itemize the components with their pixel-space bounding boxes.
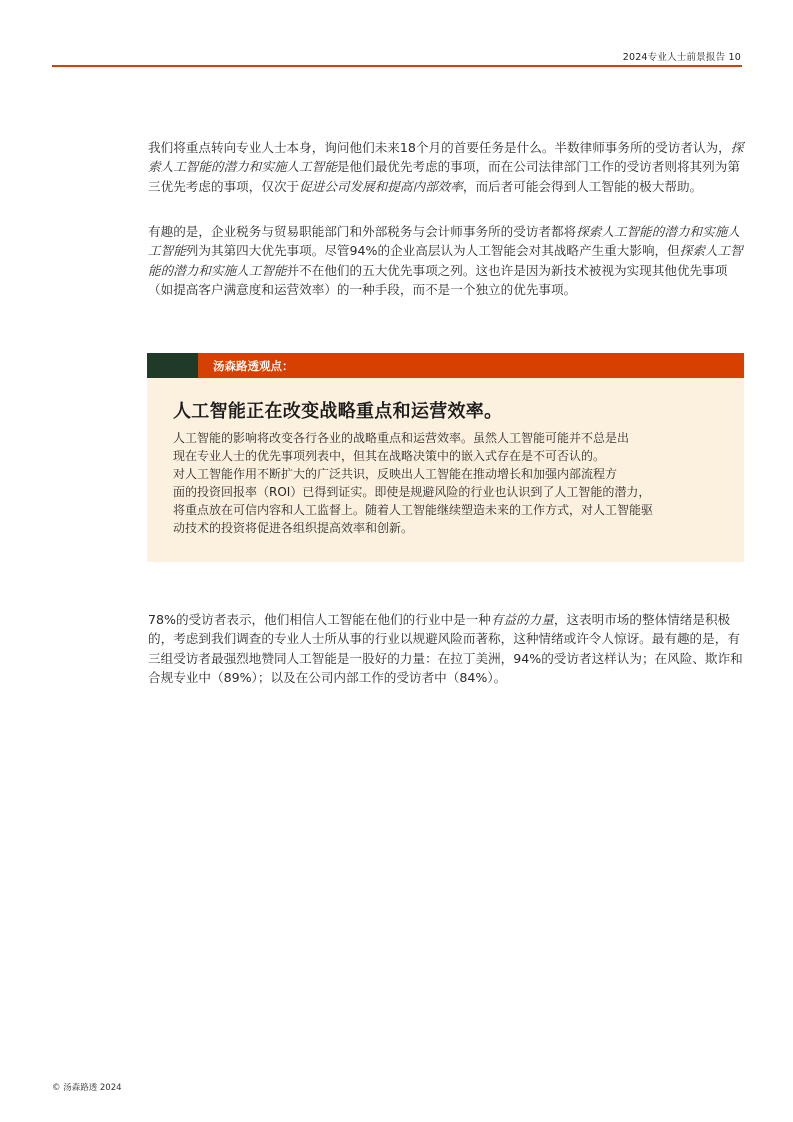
p2-emphasis-1: 探索人工智能的潜力和实施人工智能: [148, 224, 740, 259]
header-divider: [52, 65, 742, 67]
callout-body: [173, 429, 718, 537]
callout-heading: 人工智能正在改变战略重点和运营效率。: [173, 401, 503, 422]
p1-text-2: 是他们最优先考虑的事项，而在公司法律部门工作的受访者则将其列为第三优先考虑的事项，仅次于: [148, 159, 740, 194]
body-paragraph-3: [148, 610, 744, 688]
p1-text-1: 我们将重点转向专业人士本身，询问他们未来18个月的首要任务是什么。半数律师事务所的受访者认为，: [148, 140, 731, 155]
footer-copyright: © 汤森路透 2024: [52, 1083, 122, 1093]
p2-text-3: 并不在他们的五大优先事项之列。这也许是因为新技术被视为实现其他优先事项（如提高客户满意度和运营效率）的一种手段，而不是一个独立的优先事项。: [148, 262, 728, 298]
p2-text-2: 列为其第四大优先事项。尽管94%的企业高层认为人工智能会对其战略产生重大影响，但: [185, 243, 680, 259]
callout-line: 人工智能的影响将改变各行各业的战略重点和运营效率。虽然人工智能可能并不总是出: [173, 431, 630, 445]
p3-text-1: 78%的受访者表示，他们相信人工智能在他们的行业中是一种: [148, 612, 491, 627]
callout-line: 面的投资回报率（ROI）已得到证实。即使是规避风险的行业也认识到了人工智能的潜力，: [173, 485, 651, 499]
callout-line: 动技术的投资将促进各组织提高效率和创新。: [173, 521, 414, 535]
p1-text-3: ，而后者可能会得到人工智能的极大帮助。: [462, 178, 703, 194]
callout-label: 汤森路透观点：: [213, 359, 294, 373]
callout-header-accent: [147, 353, 198, 378]
page-header-title: 2024专业人士前景报告 10: [622, 52, 741, 63]
callout-line: 对人工智能作用不断扩大的广泛共识，反映出人工智能在推动增长和加强内部流程方: [173, 467, 618, 481]
p1-emphasis-1: 探索人工智能的潜力和实施人工智能: [148, 140, 744, 175]
insight-callout-box: [147, 353, 744, 562]
p2-text-1: 有趣的是，企业税务与贸易职能部门和外部税务与会计师事务所的受访者都将: [148, 224, 577, 239]
callout-line: 将重点放在可信内容和人工监督上。随着人工智能继续塑造未来的工作方式，对人工智能驱: [173, 503, 654, 517]
p2-emphasis-2: 探索人工智能的潜力和实施人工智能: [148, 243, 743, 278]
body-paragraph-2: [148, 222, 744, 300]
body-paragraph-1: [148, 138, 744, 196]
callout-line: 现在专业人士的优先事项列表中，但其在战略决策中的嵌入式存在是不可否认的。: [173, 449, 606, 463]
p1-emphasis-2: 促进公司发展和提高内部效率: [299, 178, 463, 194]
p3-text-2: ，这表明市场的整体情绪是积极的，考虑到我们调查的专业人士所从事的行业以规避风险而著称，这种情绪或许令人惊讶。最有趣的是，有三组受访者最强烈地赞同人工智能是一股好的力量：在拉丁美洲，94%的受访者这样认为；在风险、欺诈和合规专业中（89%）；以及在公司内部工作的受访者中（84%）。: [148, 612, 743, 686]
p3-emphasis-1: 有益的力量: [490, 612, 554, 627]
